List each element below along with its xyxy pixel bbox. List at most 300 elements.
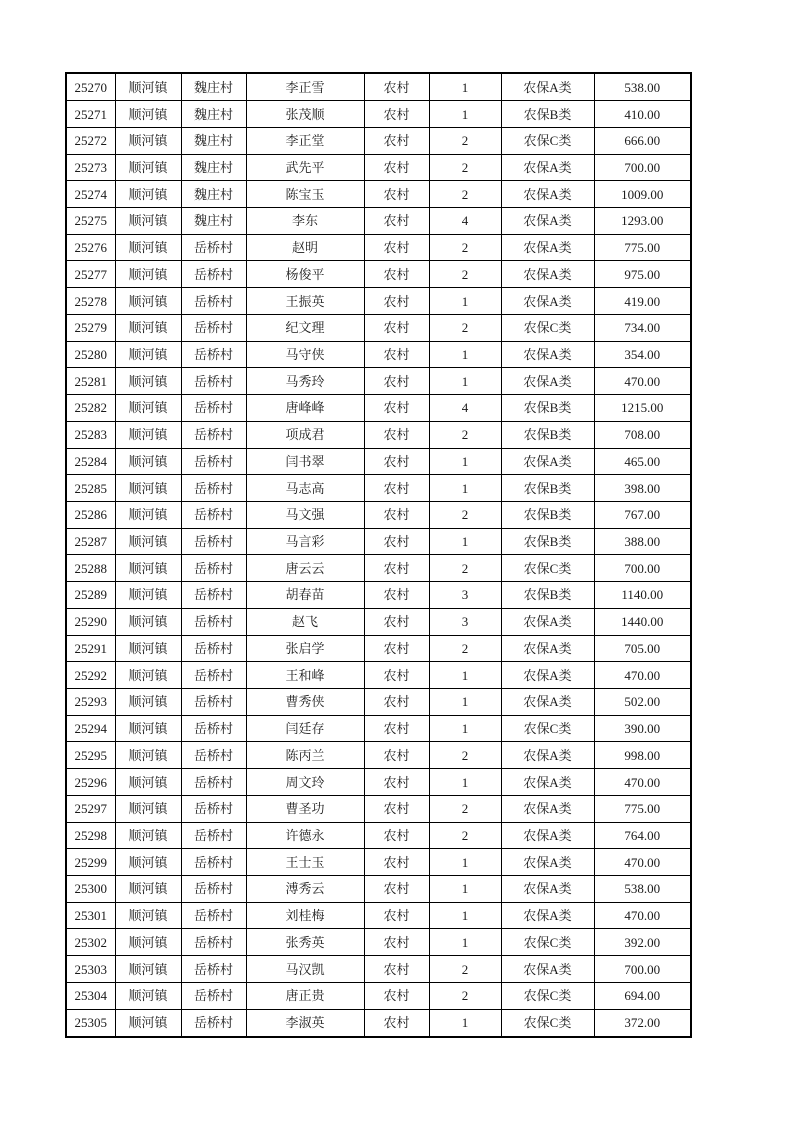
table-row (66, 528, 691, 555)
table-row (66, 1009, 691, 1037)
cell-serial-number: 25287 (66, 528, 115, 555)
cell-village: 岳桥村 (181, 368, 246, 395)
cell-village: 岳桥村 (181, 742, 246, 769)
cell-residence-type: 农村 (364, 101, 429, 128)
table-row (66, 635, 691, 662)
cell-village: 魏庄村 (181, 181, 246, 208)
table-row (66, 715, 691, 742)
cell-insurance-category: 农保A类 (501, 688, 594, 715)
cell-serial-number: 25285 (66, 475, 115, 502)
cell-count: 1 (429, 528, 501, 555)
cell-town: 顺河镇 (115, 795, 181, 822)
cell-amount: 1293.00 (594, 208, 691, 235)
cell-insurance-category: 农保A类 (501, 902, 594, 929)
cell-serial-number: 25282 (66, 395, 115, 422)
cell-residence-type: 农村 (364, 395, 429, 422)
cell-person-name: 王士玉 (246, 849, 364, 876)
cell-residence-type: 农村 (364, 608, 429, 635)
cell-residence-type: 农村 (364, 555, 429, 582)
cell-residence-type: 农村 (364, 475, 429, 502)
cell-residence-type: 农村 (364, 154, 429, 181)
cell-residence-type: 农村 (364, 528, 429, 555)
cell-count: 1 (429, 73, 501, 101)
cell-town: 顺河镇 (115, 742, 181, 769)
cell-count: 1 (429, 688, 501, 715)
cell-count: 2 (429, 555, 501, 582)
cell-town: 顺河镇 (115, 822, 181, 849)
cell-serial-number: 25278 (66, 288, 115, 315)
cell-count: 2 (429, 261, 501, 288)
table-row (66, 73, 691, 101)
cell-insurance-category: 农保A类 (501, 368, 594, 395)
cell-town: 顺河镇 (115, 902, 181, 929)
table-row (66, 368, 691, 395)
cell-serial-number: 25289 (66, 582, 115, 609)
cell-amount: 666.00 (594, 127, 691, 154)
cell-village: 岳桥村 (181, 688, 246, 715)
cell-residence-type: 农村 (364, 849, 429, 876)
cell-town: 顺河镇 (115, 982, 181, 1009)
cell-person-name: 李淑英 (246, 1009, 364, 1037)
cell-town: 顺河镇 (115, 662, 181, 689)
cell-serial-number: 25275 (66, 208, 115, 235)
cell-serial-number: 25288 (66, 555, 115, 582)
cell-person-name: 周文玲 (246, 769, 364, 796)
cell-count: 2 (429, 314, 501, 341)
cell-count: 3 (429, 608, 501, 635)
cell-amount: 470.00 (594, 769, 691, 796)
cell-serial-number: 25302 (66, 929, 115, 956)
table-row (66, 742, 691, 769)
cell-insurance-category: 农保A类 (501, 448, 594, 475)
cell-insurance-category: 农保A类 (501, 742, 594, 769)
cell-town: 顺河镇 (115, 154, 181, 181)
cell-amount: 388.00 (594, 528, 691, 555)
table-row (66, 902, 691, 929)
cell-serial-number: 25290 (66, 608, 115, 635)
cell-count: 1 (429, 715, 501, 742)
cell-person-name: 唐云云 (246, 555, 364, 582)
cell-person-name: 李正雪 (246, 73, 364, 101)
cell-serial-number: 25279 (66, 314, 115, 341)
cell-person-name: 李东 (246, 208, 364, 235)
cell-residence-type: 农村 (364, 448, 429, 475)
cell-residence-type: 农村 (364, 261, 429, 288)
cell-village: 岳桥村 (181, 1009, 246, 1037)
cell-amount: 708.00 (594, 421, 691, 448)
cell-count: 2 (429, 421, 501, 448)
cell-town: 顺河镇 (115, 876, 181, 903)
cell-village: 岳桥村 (181, 876, 246, 903)
table-row (66, 261, 691, 288)
cell-insurance-category: 农保A类 (501, 261, 594, 288)
cell-serial-number: 25273 (66, 154, 115, 181)
cell-count: 4 (429, 395, 501, 422)
cell-town: 顺河镇 (115, 421, 181, 448)
cell-serial-number: 25301 (66, 902, 115, 929)
cell-residence-type: 农村 (364, 902, 429, 929)
cell-serial-number: 25296 (66, 769, 115, 796)
cell-insurance-category: 农保B类 (501, 421, 594, 448)
cell-town: 顺河镇 (115, 127, 181, 154)
cell-residence-type: 农村 (364, 742, 429, 769)
cell-person-name: 李正堂 (246, 127, 364, 154)
cell-town: 顺河镇 (115, 101, 181, 128)
cell-person-name: 马志高 (246, 475, 364, 502)
cell-residence-type: 农村 (364, 982, 429, 1009)
cell-amount: 775.00 (594, 795, 691, 822)
cell-amount: 705.00 (594, 635, 691, 662)
cell-village: 岳桥村 (181, 421, 246, 448)
cell-amount: 470.00 (594, 849, 691, 876)
cell-town: 顺河镇 (115, 555, 181, 582)
cell-amount: 767.00 (594, 501, 691, 528)
cell-serial-number: 25293 (66, 688, 115, 715)
cell-village: 岳桥村 (181, 769, 246, 796)
table-row (66, 234, 691, 261)
cell-amount: 538.00 (594, 73, 691, 101)
cell-village: 魏庄村 (181, 154, 246, 181)
cell-count: 2 (429, 635, 501, 662)
cell-person-name: 陈宝玉 (246, 181, 364, 208)
cell-amount: 398.00 (594, 475, 691, 502)
cell-person-name: 张启学 (246, 635, 364, 662)
cell-town: 顺河镇 (115, 582, 181, 609)
table-row (66, 314, 691, 341)
cell-serial-number: 25304 (66, 982, 115, 1009)
cell-insurance-category: 农保A类 (501, 73, 594, 101)
cell-town: 顺河镇 (115, 314, 181, 341)
cell-insurance-category: 农保A类 (501, 288, 594, 315)
cell-residence-type: 农村 (364, 582, 429, 609)
cell-insurance-category: 农保B类 (501, 582, 594, 609)
table-row (66, 769, 691, 796)
cell-residence-type: 农村 (364, 929, 429, 956)
cell-count: 1 (429, 902, 501, 929)
cell-amount: 470.00 (594, 902, 691, 929)
cell-residence-type: 农村 (364, 795, 429, 822)
table-row (66, 982, 691, 1009)
cell-serial-number: 25303 (66, 956, 115, 983)
cell-town: 顺河镇 (115, 501, 181, 528)
cell-residence-type: 农村 (364, 234, 429, 261)
cell-count: 1 (429, 929, 501, 956)
cell-insurance-category: 农保B类 (501, 501, 594, 528)
cell-count: 2 (429, 127, 501, 154)
cell-person-name: 武先平 (246, 154, 364, 181)
cell-count: 1 (429, 876, 501, 903)
cell-village: 岳桥村 (181, 395, 246, 422)
cell-person-name: 项成君 (246, 421, 364, 448)
table-body (66, 73, 691, 1037)
cell-count: 3 (429, 582, 501, 609)
cell-count: 1 (429, 288, 501, 315)
cell-village: 岳桥村 (181, 475, 246, 502)
cell-serial-number: 25300 (66, 876, 115, 903)
cell-person-name: 曹秀侠 (246, 688, 364, 715)
cell-amount: 694.00 (594, 982, 691, 1009)
cell-serial-number: 25274 (66, 181, 115, 208)
table-row (66, 288, 691, 315)
cell-count: 2 (429, 501, 501, 528)
cell-count: 2 (429, 822, 501, 849)
cell-residence-type: 农村 (364, 635, 429, 662)
cell-village: 魏庄村 (181, 127, 246, 154)
cell-serial-number: 25298 (66, 822, 115, 849)
cell-amount: 764.00 (594, 822, 691, 849)
cell-amount: 1140.00 (594, 582, 691, 609)
cell-village: 岳桥村 (181, 635, 246, 662)
cell-town: 顺河镇 (115, 849, 181, 876)
cell-town: 顺河镇 (115, 635, 181, 662)
cell-amount: 734.00 (594, 314, 691, 341)
cell-serial-number: 25272 (66, 127, 115, 154)
cell-residence-type: 农村 (364, 288, 429, 315)
table-row (66, 555, 691, 582)
cell-insurance-category: 农保C类 (501, 555, 594, 582)
cell-town: 顺河镇 (115, 368, 181, 395)
cell-serial-number: 25276 (66, 234, 115, 261)
cell-count: 2 (429, 181, 501, 208)
cell-town: 顺河镇 (115, 341, 181, 368)
cell-town: 顺河镇 (115, 475, 181, 502)
table-row (66, 501, 691, 528)
cell-serial-number: 25291 (66, 635, 115, 662)
cell-amount: 975.00 (594, 261, 691, 288)
cell-count: 2 (429, 982, 501, 1009)
cell-village: 岳桥村 (181, 234, 246, 261)
cell-residence-type: 农村 (364, 341, 429, 368)
cell-village: 岳桥村 (181, 795, 246, 822)
cell-amount: 410.00 (594, 101, 691, 128)
cell-serial-number: 25281 (66, 368, 115, 395)
cell-amount: 998.00 (594, 742, 691, 769)
cell-amount: 465.00 (594, 448, 691, 475)
cell-amount: 419.00 (594, 288, 691, 315)
table-row (66, 127, 691, 154)
cell-person-name: 闫廷存 (246, 715, 364, 742)
cell-serial-number: 25305 (66, 1009, 115, 1037)
cell-amount: 470.00 (594, 662, 691, 689)
cell-insurance-category: 农保C类 (501, 982, 594, 1009)
cell-person-name: 纪文理 (246, 314, 364, 341)
cell-serial-number: 25294 (66, 715, 115, 742)
cell-serial-number: 25271 (66, 101, 115, 128)
cell-village: 魏庄村 (181, 101, 246, 128)
cell-residence-type: 农村 (364, 769, 429, 796)
table-row (66, 582, 691, 609)
benefits-roster-table (65, 72, 692, 1038)
cell-amount: 354.00 (594, 341, 691, 368)
cell-village: 岳桥村 (181, 341, 246, 368)
table-row (66, 448, 691, 475)
cell-residence-type: 农村 (364, 73, 429, 101)
cell-person-name: 刘桂梅 (246, 902, 364, 929)
cell-amount: 700.00 (594, 555, 691, 582)
cell-serial-number: 25280 (66, 341, 115, 368)
cell-town: 顺河镇 (115, 395, 181, 422)
cell-residence-type: 农村 (364, 368, 429, 395)
cell-person-name: 赵飞 (246, 608, 364, 635)
cell-person-name: 王和峰 (246, 662, 364, 689)
cell-village: 岳桥村 (181, 314, 246, 341)
cell-insurance-category: 农保B类 (501, 395, 594, 422)
cell-town: 顺河镇 (115, 288, 181, 315)
cell-town: 顺河镇 (115, 956, 181, 983)
cell-residence-type: 农村 (364, 421, 429, 448)
cell-town: 顺河镇 (115, 688, 181, 715)
cell-person-name: 唐正贵 (246, 982, 364, 1009)
cell-amount: 1215.00 (594, 395, 691, 422)
cell-person-name: 马汉凯 (246, 956, 364, 983)
cell-insurance-category: 农保B类 (501, 101, 594, 128)
cell-insurance-category: 农保C类 (501, 929, 594, 956)
cell-person-name: 曹圣功 (246, 795, 364, 822)
table-row (66, 662, 691, 689)
table-row (66, 688, 691, 715)
cell-serial-number: 25284 (66, 448, 115, 475)
cell-serial-number: 25292 (66, 662, 115, 689)
table-row (66, 181, 691, 208)
cell-residence-type: 农村 (364, 127, 429, 154)
cell-serial-number: 25295 (66, 742, 115, 769)
cell-residence-type: 农村 (364, 956, 429, 983)
cell-amount: 390.00 (594, 715, 691, 742)
cell-insurance-category: 农保C类 (501, 1009, 594, 1037)
cell-residence-type: 农村 (364, 1009, 429, 1037)
cell-person-name: 张茂顺 (246, 101, 364, 128)
table-row (66, 395, 691, 422)
table-row (66, 208, 691, 235)
cell-village: 岳桥村 (181, 261, 246, 288)
cell-count: 1 (429, 448, 501, 475)
cell-town: 顺河镇 (115, 448, 181, 475)
table-row (66, 956, 691, 983)
cell-count: 1 (429, 341, 501, 368)
cell-count: 1 (429, 1009, 501, 1037)
table-row (66, 154, 691, 181)
cell-town: 顺河镇 (115, 181, 181, 208)
cell-village: 岳桥村 (181, 608, 246, 635)
cell-insurance-category: 农保C类 (501, 314, 594, 341)
cell-village: 岳桥村 (181, 662, 246, 689)
cell-town: 顺河镇 (115, 769, 181, 796)
cell-count: 1 (429, 368, 501, 395)
cell-amount: 470.00 (594, 368, 691, 395)
cell-amount: 392.00 (594, 929, 691, 956)
cell-residence-type: 农村 (364, 876, 429, 903)
table-row (66, 849, 691, 876)
cell-count: 1 (429, 101, 501, 128)
table-row (66, 475, 691, 502)
cell-residence-type: 农村 (364, 208, 429, 235)
cell-insurance-category: 农保C类 (501, 127, 594, 154)
cell-person-name: 马言彩 (246, 528, 364, 555)
cell-residence-type: 农村 (364, 715, 429, 742)
cell-person-name: 闫书翠 (246, 448, 364, 475)
cell-village: 岳桥村 (181, 448, 246, 475)
cell-village: 魏庄村 (181, 73, 246, 101)
cell-residence-type: 农村 (364, 662, 429, 689)
cell-person-name: 马文强 (246, 501, 364, 528)
cell-village: 岳桥村 (181, 902, 246, 929)
cell-amount: 700.00 (594, 154, 691, 181)
cell-count: 2 (429, 742, 501, 769)
cell-person-name: 许德永 (246, 822, 364, 849)
cell-amount: 700.00 (594, 956, 691, 983)
cell-residence-type: 农村 (364, 501, 429, 528)
cell-count: 2 (429, 154, 501, 181)
cell-village: 岳桥村 (181, 501, 246, 528)
cell-count: 1 (429, 662, 501, 689)
cell-insurance-category: 农保A类 (501, 662, 594, 689)
cell-count: 4 (429, 208, 501, 235)
cell-person-name: 马守侠 (246, 341, 364, 368)
cell-person-name: 杨俊平 (246, 261, 364, 288)
cell-insurance-category: 农保A类 (501, 154, 594, 181)
cell-person-name: 溥秀云 (246, 876, 364, 903)
cell-person-name: 唐峰峰 (246, 395, 364, 422)
cell-serial-number: 25299 (66, 849, 115, 876)
cell-village: 岳桥村 (181, 982, 246, 1009)
cell-residence-type: 农村 (364, 181, 429, 208)
cell-village: 岳桥村 (181, 528, 246, 555)
cell-insurance-category: 农保A类 (501, 876, 594, 903)
cell-amount: 538.00 (594, 876, 691, 903)
cell-serial-number: 25270 (66, 73, 115, 101)
cell-town: 顺河镇 (115, 208, 181, 235)
cell-insurance-category: 农保A类 (501, 956, 594, 983)
cell-village: 岳桥村 (181, 929, 246, 956)
cell-town: 顺河镇 (115, 73, 181, 101)
cell-person-name: 胡春苗 (246, 582, 364, 609)
cell-insurance-category: 农保A类 (501, 822, 594, 849)
cell-insurance-category: 农保C类 (501, 715, 594, 742)
cell-town: 顺河镇 (115, 1009, 181, 1037)
cell-insurance-category: 农保A类 (501, 608, 594, 635)
cell-village: 魏庄村 (181, 208, 246, 235)
cell-serial-number: 25286 (66, 501, 115, 528)
cell-insurance-category: 农保A类 (501, 769, 594, 796)
cell-amount: 775.00 (594, 234, 691, 261)
cell-count: 2 (429, 234, 501, 261)
cell-village: 岳桥村 (181, 822, 246, 849)
cell-count: 2 (429, 956, 501, 983)
cell-residence-type: 农村 (364, 314, 429, 341)
cell-amount: 372.00 (594, 1009, 691, 1037)
cell-town: 顺河镇 (115, 261, 181, 288)
cell-person-name: 赵明 (246, 234, 364, 261)
table-row (66, 421, 691, 448)
cell-insurance-category: 农保A类 (501, 341, 594, 368)
cell-village: 岳桥村 (181, 288, 246, 315)
cell-town: 顺河镇 (115, 608, 181, 635)
cell-village: 岳桥村 (181, 715, 246, 742)
cell-amount: 502.00 (594, 688, 691, 715)
cell-insurance-category: 农保B类 (501, 475, 594, 502)
table-row (66, 876, 691, 903)
cell-serial-number: 25283 (66, 421, 115, 448)
cell-town: 顺河镇 (115, 929, 181, 956)
table-row (66, 795, 691, 822)
cell-serial-number: 25277 (66, 261, 115, 288)
cell-town: 顺河镇 (115, 715, 181, 742)
cell-count: 1 (429, 475, 501, 502)
cell-person-name: 马秀玲 (246, 368, 364, 395)
cell-serial-number: 25297 (66, 795, 115, 822)
cell-insurance-category: 农保A类 (501, 181, 594, 208)
cell-village: 岳桥村 (181, 582, 246, 609)
